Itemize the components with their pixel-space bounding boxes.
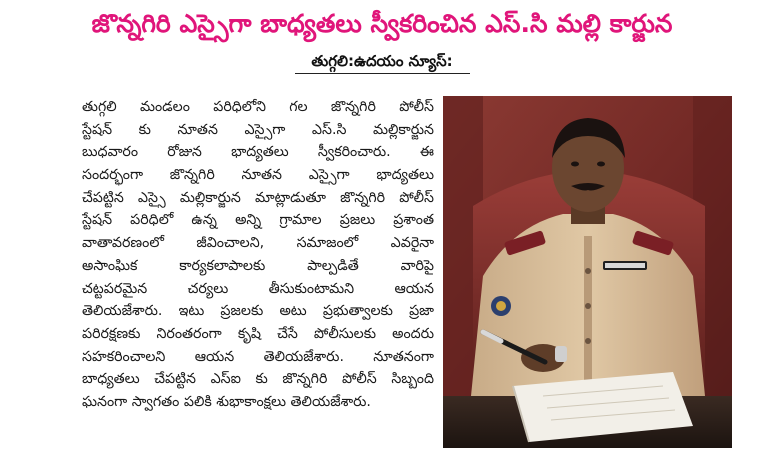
article-line: పరిరక్షణకు నిరంతరంగా కృషి చేసే పోలీసులకు అందరు bbox=[82, 325, 434, 342]
article-line: తుగ్గలి మండలం పరిధిలోని గల జొన్నగిరి పోలీస్ bbox=[82, 99, 434, 115]
article-line: తెలియజేశారు. ఇటు ప్రజలకు అటు ప్రభుత్వాలకు ప్రజా bbox=[82, 303, 434, 320]
article-line: సందర్భంగా జొన్నగిరి నూతన ఎస్సైగా భాద్యతలు bbox=[82, 167, 434, 184]
article-line: అసాంఘిక కార్యకలాపాలకు పాల్పడితే వారిపై bbox=[82, 257, 434, 274]
article-line: సహకరించాలని ఆయన తెలియజేశారు. నూతనంగా bbox=[82, 348, 434, 365]
article-line: స్టేషన్ కు నూతన ఎస్సైగా ఎస్.సి మల్లికార్జున bbox=[82, 121, 434, 138]
article-line: వాతావరణంలో జీవించాలని, సమాజంలో ఎవరైనా bbox=[82, 235, 434, 252]
article-line: బాధ్యతలు చేపట్టిన ఎస్ఐ కు జొన్నగిరి పోలీస్ సిబ్బంది bbox=[82, 371, 434, 388]
dateline-underline bbox=[295, 73, 470, 74]
officer-photo-illustration bbox=[443, 96, 732, 448]
article-body bbox=[82, 96, 434, 414]
headline: జొన్నగిరి ఎస్సైగా బాధ్యతలు స్వీకరించిన ఎస్.సి మల్లి కార్జున bbox=[91, 9, 673, 38]
article-line: చట్టపరమైన చర్యలు తీసుకుంటామని ఆయన bbox=[82, 280, 434, 297]
officer-photo bbox=[443, 96, 732, 448]
article-line: బుధవారం రోజున భాద్యతలు స్వీకరించారు. ఈ bbox=[82, 144, 434, 161]
dateline: తుగ్గలి:ఉదయం న్యూస్: bbox=[311, 52, 453, 70]
article-line: చేపట్టిన ఎస్సై మల్లికార్జున మాట్లాడుతూ జొన్నగిరి పోలీస్ bbox=[82, 189, 434, 206]
article-line: స్టేషన్ పరిధిలో ఉన్న అన్ని గ్రామాల ప్రజలు ప్రశాంత bbox=[82, 212, 434, 229]
article-line: ఘనంగా స్వాగతం పలికి శుభాకాంక్షలు తెలియజేశారు. bbox=[82, 393, 371, 410]
